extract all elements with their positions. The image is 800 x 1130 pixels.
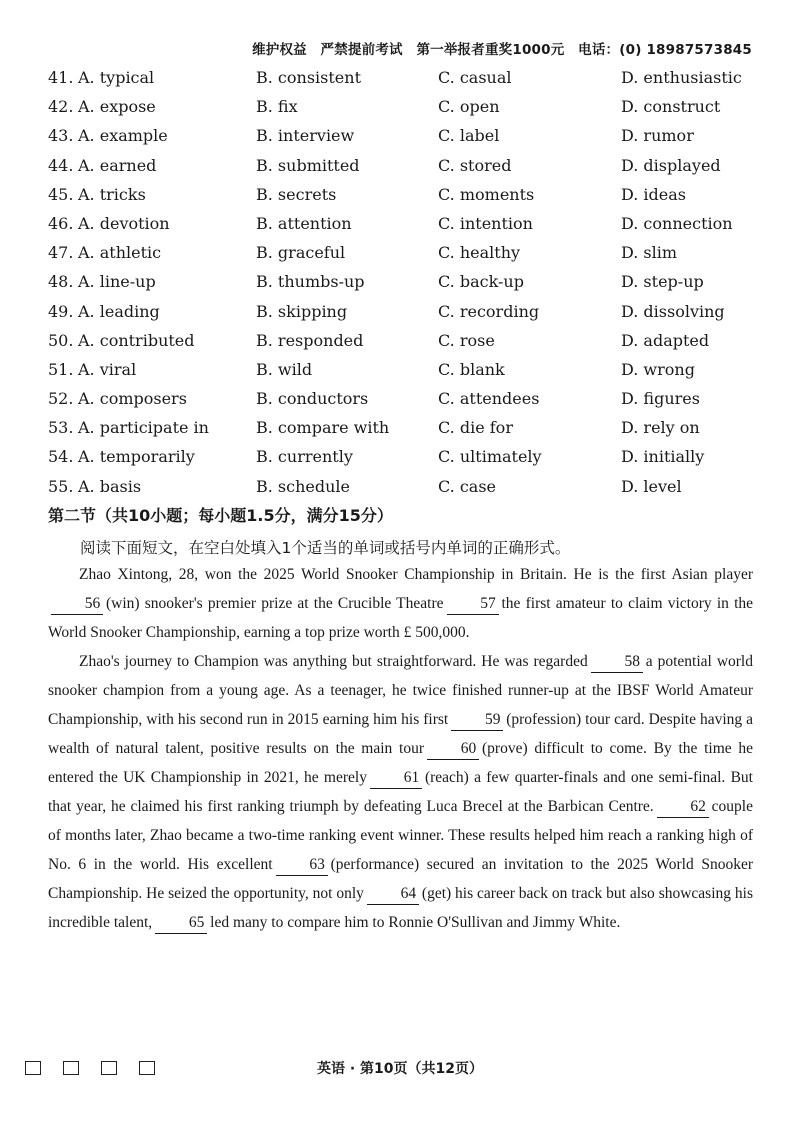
option-d: D. connection: [621, 213, 733, 233]
blank-65: 65: [155, 913, 207, 934]
question-number: 43.: [48, 126, 74, 146]
option-c: C. recording: [438, 301, 540, 321]
question-number: 48.: [48, 272, 74, 292]
blank-56: 56: [51, 594, 103, 615]
option-b: B. submitted: [256, 155, 360, 175]
option-a: A. contributed: [78, 330, 195, 350]
option-d: D. rumor: [621, 126, 694, 146]
option-a: A. earned: [78, 155, 157, 175]
option-c: C. rose: [438, 330, 495, 350]
option-c: C. casual: [438, 68, 512, 87]
question-row: [48, 92, 758, 121]
option-a: A. example: [78, 126, 168, 146]
blank-62: 62: [657, 797, 709, 818]
option-b: B. thumbs-up: [256, 272, 365, 292]
option-d: D. construct: [621, 97, 721, 117]
question-row: [48, 326, 758, 355]
option-b: B. conductors: [256, 389, 369, 409]
options-list: [48, 63, 758, 501]
option-a: A. basis: [78, 476, 142, 496]
option-d: D. dissolving: [621, 301, 725, 321]
question-row: [48, 267, 758, 296]
option-b: B. compare with: [256, 418, 390, 438]
blank-59: 59: [451, 710, 503, 731]
question-number: 44.: [48, 155, 74, 175]
question-number: 46.: [48, 213, 74, 233]
option-a: A. participate in: [78, 418, 209, 438]
option-c: C. blank: [438, 359, 505, 379]
option-d: D. initially: [621, 447, 705, 467]
question-row: [48, 238, 758, 267]
question-row: [48, 442, 758, 471]
question-number: 50.: [48, 330, 74, 350]
question-number: 52.: [48, 389, 74, 409]
option-c: C. open: [438, 97, 500, 117]
option-a: A. line-up: [78, 272, 156, 292]
option-b: B. skipping: [256, 301, 348, 321]
option-c: C. back-up: [438, 272, 524, 292]
question-number: 45.: [48, 184, 74, 204]
option-a: A. devotion: [78, 213, 170, 233]
blank-60: 60: [427, 739, 479, 760]
question-row: [48, 180, 758, 209]
option-d: D. adapted: [621, 330, 710, 350]
question-number: 41.: [48, 68, 74, 87]
passage-paragraph-2: Zhao's journey to Champion was anything but straightforward. He was regarded 58 a potential world snooker champion from a young age. As a teenager, he twice finished runner-up at the IBSF World Amateur Championship, with his second run in 2015 earning him his first 59 (profession) tour card. Despite having a wealth of natural talent, positive results on the main tour 60 (prove) difficult to come. By the time he entered the UK Championship in 2021, he merely 61 (reach) a few quarter-finals and one semi-final. But that year, he claimed his first ranking triumph by defeating Luca Brecel at the Barbican Centre. 62 couple of months later, Zhao became a two-time ranking event winner. These results helped him reach a ranking high of No. 6 in the world. His excellent 63 (performance) secured an invitation to the 2025 World Snooker Championship. He seized the opportunity, not only 64 (get) his career back on track but also showcasing his incredible talent, 65 led many to compare him to Ronnie O'Sullivan and Jimmy White.: [48, 647, 753, 937]
section-instruction: 阅读下面短文，在空白处填入1个适当的单词或括号内单词的正确形式。: [80, 539, 571, 557]
blank-63: 63: [276, 855, 328, 876]
question-row: [48, 355, 758, 384]
option-d: D. displayed: [621, 155, 721, 175]
option-a: A. typical: [78, 68, 155, 87]
option-b: B. secrets: [256, 184, 337, 204]
option-b: B. consistent: [256, 68, 361, 87]
question-row: [48, 384, 758, 413]
option-c: C. stored: [438, 155, 512, 175]
option-c: C. moments: [438, 184, 535, 204]
blank-64: 64: [367, 884, 419, 905]
option-a: A. tricks: [78, 184, 146, 204]
option-b: B. graceful: [256, 243, 346, 263]
passage: [48, 560, 753, 937]
blank-57: 57: [447, 594, 499, 615]
question-row: [48, 121, 758, 150]
option-a: A. expose: [78, 97, 156, 117]
option-d: D. figures: [621, 389, 700, 409]
section-title: 第二节（共10小题；每小题1.5分，满分15分）: [48, 506, 393, 525]
question-row: [48, 63, 758, 92]
option-b: B. attention: [256, 213, 352, 233]
option-c: C. healthy: [438, 243, 521, 263]
question-number: 42.: [48, 97, 74, 117]
blank-58: 58: [591, 652, 643, 673]
question-number: 49.: [48, 301, 74, 321]
option-b: B. currently: [256, 447, 353, 467]
page-footer: 英语 · 第10页（共12页）: [316, 1061, 484, 1077]
option-c: C. case: [438, 476, 497, 496]
question-row: [48, 472, 758, 501]
option-d: D. step-up: [621, 272, 704, 292]
question-row: [48, 209, 758, 238]
question-number: 53.: [48, 418, 74, 438]
question-number: 54.: [48, 447, 74, 467]
option-a: A. temporarily: [78, 447, 195, 467]
option-d: D. wrong: [621, 359, 695, 379]
option-c: C. attendees: [438, 389, 540, 409]
option-b: B. wild: [256, 359, 313, 379]
option-d: D. enthusiastic: [621, 68, 742, 87]
option-c: C. ultimately: [438, 447, 542, 467]
option-c: C. intention: [438, 213, 533, 233]
question-row: [48, 151, 758, 180]
option-b: B. interview: [256, 126, 355, 146]
question-number: 51.: [48, 359, 74, 379]
option-a: A. athletic: [78, 243, 162, 263]
option-b: B. fix: [256, 97, 298, 117]
blank-61: 61: [370, 768, 422, 789]
option-a: A. leading: [78, 301, 160, 321]
option-b: B. responded: [256, 330, 364, 350]
question-number: 47.: [48, 243, 74, 263]
option-d: D. level: [621, 476, 682, 496]
option-d: D. slim: [621, 243, 678, 263]
question-row: [48, 413, 758, 442]
option-a: A. viral: [78, 359, 137, 379]
option-d: D. ideas: [621, 184, 687, 204]
option-d: D. rely on: [621, 418, 700, 438]
option-a: A. composers: [78, 389, 187, 409]
option-c: C. label: [438, 126, 500, 146]
page-header: 维护权益 严禁提前考试 第一举报者重奖1000元 电话：(0) 18987573845: [252, 42, 752, 58]
question-row: [48, 297, 758, 326]
passage-paragraph-1: Zhao Xintong, 28, won the 2025 World Snooker Championship in Britain. He is the first Asian player56 (win) snooker's premier prize at the Crucible Theatre 57 the first amateur to claim victory in the World Snooker Championship, earning a top prize worth £ 500,000.: [48, 566, 754, 641]
question-number: 55.: [48, 476, 74, 496]
option-b: B. schedule: [256, 476, 351, 496]
option-c: C. die for: [438, 418, 513, 438]
